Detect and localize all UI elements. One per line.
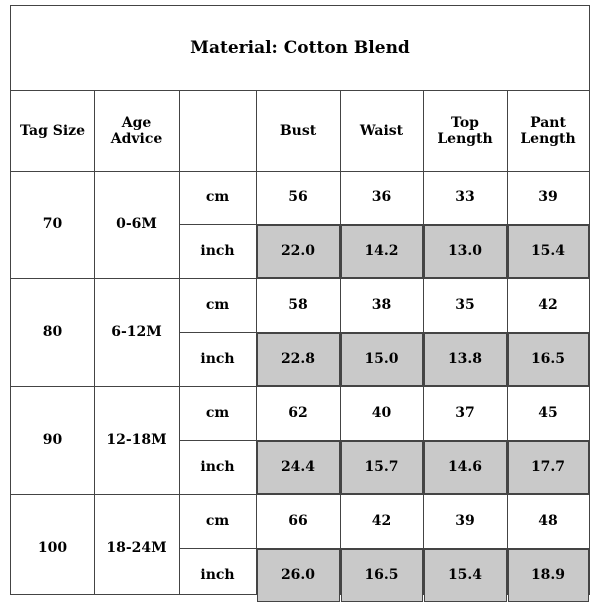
measurement-cm-cell: 40 xyxy=(371,404,392,421)
measurement-inch-cell: 15.7 xyxy=(364,458,399,475)
unit-inch-label: inch xyxy=(200,350,235,367)
measurement-cm-cell: 35 xyxy=(455,296,475,313)
measurement-cm-cell: 66 xyxy=(288,512,308,529)
measurement-inch-cell: 18.9 xyxy=(530,566,566,583)
age-advice-cell: 6-12M xyxy=(111,323,162,340)
measurement-inch-cell: 15.0 xyxy=(364,350,399,367)
grid-line-row-4-mid xyxy=(179,548,589,549)
grid-line-row-3-mid xyxy=(179,440,589,441)
grid-line-row-3-bottom xyxy=(11,494,589,495)
measurement-inch-cell: 16.5 xyxy=(530,350,566,367)
unit-cm-label: cm xyxy=(205,512,230,529)
measurement-inch-cell: 15.4 xyxy=(530,242,566,259)
grid-line-v-3 xyxy=(256,91,257,594)
measurement-inch-cell: 13.0 xyxy=(447,242,483,259)
measurement-cm-cell: 42 xyxy=(371,512,392,529)
tag-size-cell: 90 xyxy=(42,431,63,448)
measurement-inch-cell: 13.8 xyxy=(447,350,483,367)
grid-line-v-1 xyxy=(94,91,95,594)
measurement-inch-cell: 22.8 xyxy=(280,350,316,367)
measurement-inch-cell: 15.4 xyxy=(447,566,483,583)
measurement-cm-cell: 58 xyxy=(288,296,308,313)
header-bust: Bust xyxy=(279,122,317,139)
unit-inch-label: inch xyxy=(200,242,235,259)
grid-line-row-2-mid xyxy=(179,332,589,333)
tag-size-cell: 70 xyxy=(42,216,63,233)
grid-line-v-6 xyxy=(507,91,508,594)
measurement-inch-cell: 16.5 xyxy=(364,566,399,583)
measurement-inch-cell: 22.0 xyxy=(280,242,316,259)
unit-cm-label: cm xyxy=(205,404,230,421)
measurement-inch-cell: 14.2 xyxy=(364,242,399,259)
tag-size-cell: 80 xyxy=(42,323,63,340)
measurement-cm-cell: 39 xyxy=(538,189,558,206)
age-advice-cell: 0-6M xyxy=(116,216,157,233)
age-advice-cell: 18-24M xyxy=(106,539,167,556)
tag-size-cell: 100 xyxy=(37,539,68,556)
header-waist: Waist xyxy=(359,122,404,139)
unit-inch-label: inch xyxy=(200,458,235,475)
measurement-cm-cell: 39 xyxy=(455,512,475,529)
measurement-inch-cell: 17.7 xyxy=(530,458,566,475)
header-age-advice: Age Advice xyxy=(110,114,163,147)
measurement-inch-cell: 14.6 xyxy=(447,458,483,475)
size-chart xyxy=(10,5,590,595)
measurement-inch-cell: 26.0 xyxy=(280,566,316,583)
grid-line-v-2 xyxy=(179,91,180,594)
measurement-inch-cell: 24.4 xyxy=(280,458,316,475)
measurement-cm-cell: 42 xyxy=(538,296,558,313)
grid-line-row-1-mid xyxy=(179,224,589,225)
measurement-cm-cell: 48 xyxy=(538,512,558,529)
unit-cm-label: cm xyxy=(205,296,230,313)
header-tag-size: Tag Size xyxy=(19,122,86,139)
header-unit xyxy=(179,91,256,171)
measurement-cm-cell: 37 xyxy=(455,404,475,421)
measurement-cm-cell: 62 xyxy=(288,404,308,421)
measurement-cm-cell: 56 xyxy=(288,189,308,206)
material-title: Material: Cotton Blend xyxy=(11,6,589,91)
header-pant-length: Pant Length xyxy=(520,114,576,147)
header-top-length: Top Length xyxy=(437,114,493,147)
unit-inch-label: inch xyxy=(200,566,235,583)
measurement-cm-cell: 36 xyxy=(371,189,392,206)
grid-line-v-4 xyxy=(340,91,341,594)
age-advice-cell: 12-18M xyxy=(106,431,167,448)
grid-line-header-bottom xyxy=(11,171,589,172)
grid-line-row-2-bottom xyxy=(11,386,589,387)
grid-line-row-1-bottom xyxy=(11,278,589,279)
measurement-cm-cell: 45 xyxy=(538,404,558,421)
measurement-cm-cell: 33 xyxy=(455,189,475,206)
grid-line-v-5 xyxy=(423,91,424,594)
measurement-cm-cell: 38 xyxy=(371,296,392,313)
unit-cm-label: cm xyxy=(205,189,230,206)
